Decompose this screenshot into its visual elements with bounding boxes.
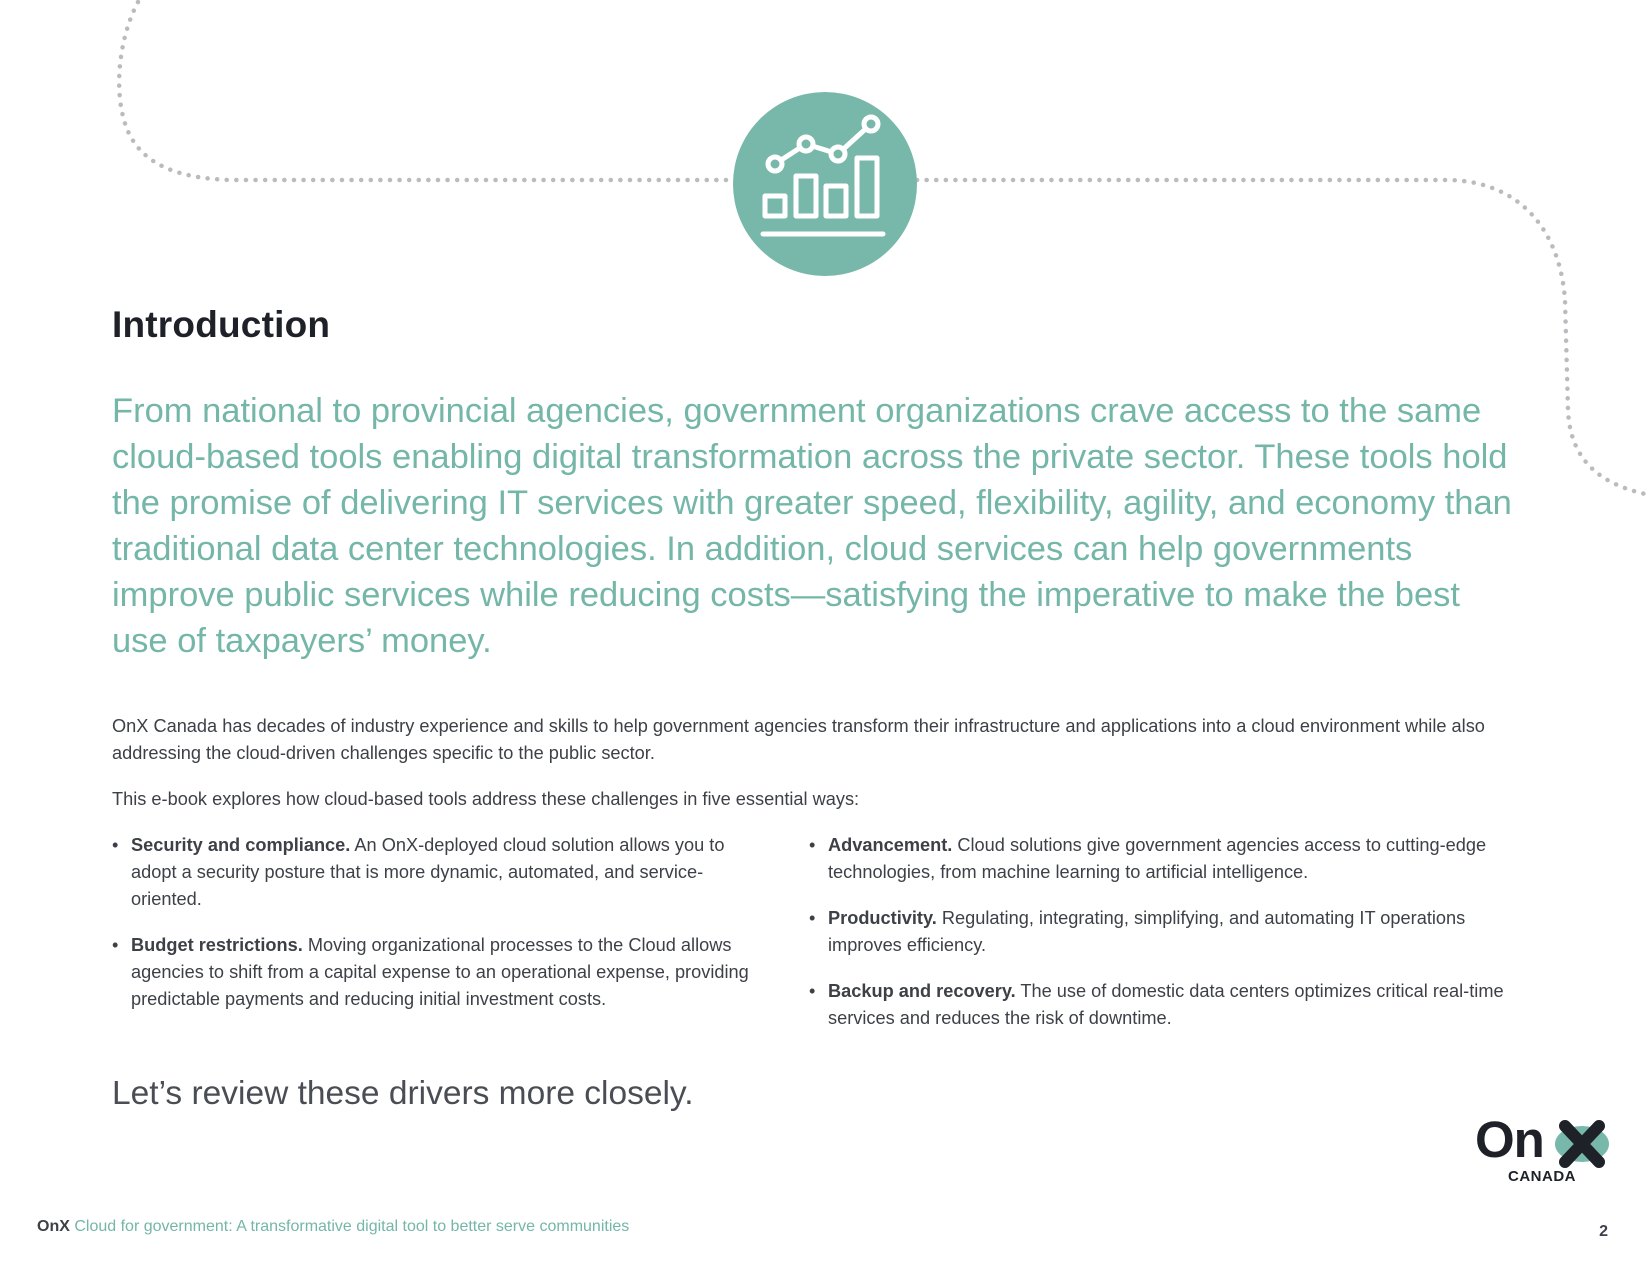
footer <box>37 1218 629 1236</box>
list-item <box>809 978 1509 1032</box>
bullet-icon: • <box>112 835 119 855</box>
bullet-icon: • <box>809 835 816 855</box>
bullet-text: Regulating, integrating, simplifying, and automating IT operations improves efficiency. <box>828 908 1466 955</box>
logo-subtitle: CANADA <box>1508 1168 1576 1185</box>
bullet-text: An OnX-deployed cloud solution allows you to adopt a security posture that is more dynamic, automated, and service-oriented. <box>131 835 725 909</box>
bullet-icon: • <box>809 981 816 1001</box>
closing-statement: Let’s review these drivers more closely. <box>112 1075 694 1112</box>
intro-paragraph: OnX Canada has decades of industry experience and skills to help government agencies transform their infrastructure and applications into a cloud environment while also addressing the cloud-driven challenges specific to the public sector. <box>112 716 1485 763</box>
bullet-title: Advancement. <box>828 835 953 855</box>
list-item <box>809 832 1509 886</box>
page-title: Introduction <box>112 304 331 345</box>
bullet-list-right <box>809 832 1509 1051</box>
hero-badge <box>733 92 917 276</box>
ways-intro-paragraph: This e-book explores how cloud-based tools address these challenges in five essential ways: <box>112 789 860 809</box>
bullet-text: Cloud solutions give government agencies access to cutting-edge technologies, from machine learning to artificial intelligence. <box>828 835 1487 882</box>
lead-paragraph: From national to provincial agencies, government organizations crave access to the same cloud-based tools enabling digital transformation across the private sector. These tools hold the promise of delivering IT services with greater speed, flexibility, agility, and economy than traditional data center technologies. In addition, cloud services can help governments improve public services while reducing costs—satisfying the imperative to make the best use of taxpayers’ money. <box>112 392 1512 660</box>
growth-chart-icon <box>733 92 917 276</box>
bullet-text: Moving organizational processes to the Cloud allows agencies to shift from a capital expense to an operational expense, providing predictable payments and reducing initial investment costs. <box>131 935 749 1009</box>
list-item <box>112 932 752 1013</box>
list-item <box>112 832 752 913</box>
bullet-title: Budget restrictions. <box>131 935 303 955</box>
bullet-text: The use of domestic data centers optimizes critical real-time services and reduces the risk of downtime. <box>828 981 1504 1028</box>
bullet-icon: • <box>809 908 816 928</box>
footer-brand: OnX <box>37 1218 70 1235</box>
onx-logo <box>1475 1111 1615 1188</box>
bullet-icon: • <box>112 935 119 955</box>
bullet-title: Security and compliance. <box>131 835 351 855</box>
bullet-title: Productivity. <box>828 908 937 928</box>
footer-title: Cloud for government: A transformative digital tool to better serve communities <box>74 1218 630 1235</box>
logo-wordmark: On <box>1475 1111 1544 1168</box>
list-item <box>809 905 1509 959</box>
bullet-title: Backup and recovery. <box>828 981 1016 1001</box>
bullet-list-left <box>112 832 752 1032</box>
page-number: 2 <box>1599 1223 1608 1240</box>
